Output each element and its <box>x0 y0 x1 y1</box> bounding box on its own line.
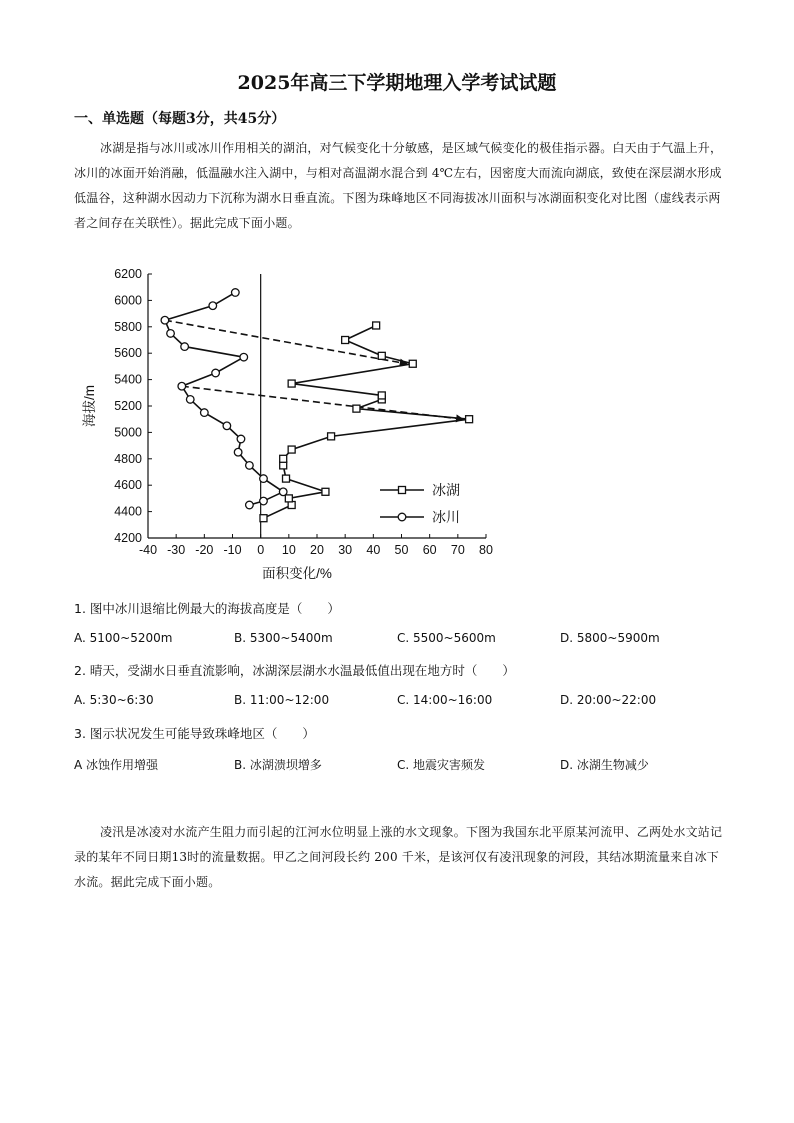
lake-point <box>342 337 349 344</box>
legend-circle-marker <box>398 513 406 521</box>
x-tick-label: 30 <box>338 543 353 557</box>
x-tick-label: -20 <box>195 543 214 557</box>
y-tick-label: 4400 <box>114 504 142 519</box>
x-tick-label: 50 <box>394 543 409 557</box>
glacier-point <box>178 382 186 390</box>
lake-point <box>378 352 385 359</box>
question-1: 1. 图中冰川退缩比例最大的海拔高度是（ ） <box>74 601 340 616</box>
q2-option-c[interactable]: C. 14:00~16:00 <box>397 693 493 707</box>
lake-point <box>466 416 473 423</box>
passage-ice-flood: 凌汛是冰凌对水流产生阻力而引起的江河水位明显上涨的水文现象。下图为我国东北平原某河流甲、乙两处水文站记录的某年不同日期13时的流量数据。甲乙之间河段长约 200 千米，是该河仅有凌汛现象的河段，其结冰期流量来自冰下水流。据此完成下面小题。 <box>74 825 723 889</box>
glacier-point <box>246 462 254 470</box>
q1-option-a[interactable]: A. 5100~5200m <box>74 631 173 645</box>
glacier-point <box>279 488 287 496</box>
y-tick-label: 4600 <box>114 478 142 493</box>
glacier-point <box>232 289 240 297</box>
y-tick-label: 5400 <box>114 372 142 387</box>
x-tick-label: 40 <box>366 543 381 557</box>
lake-point <box>283 475 290 482</box>
q1-option-c[interactable]: C. 5500~5600m <box>397 631 496 645</box>
lake-point <box>373 322 380 329</box>
y-tick-label: 6200 <box>114 267 142 281</box>
glacier-point <box>167 330 175 338</box>
section-heading: 一、单选题（每题3分，共45分） <box>74 111 286 127</box>
lake-point <box>260 515 267 522</box>
glacier-lake-chart <box>78 262 498 582</box>
x-tick-label: -10 <box>223 543 242 557</box>
q3-option-c[interactable]: C. 地震灾害频发 <box>397 758 486 772</box>
y-tick-label: 5600 <box>114 346 142 361</box>
x-axis-label: 面积变化/% <box>262 566 332 581</box>
glacier-point <box>181 343 189 351</box>
q2-option-a[interactable]: A. 5:30~6:30 <box>74 693 154 707</box>
glacier-point <box>186 396 194 404</box>
glacier-point <box>223 422 231 430</box>
q1-option-b[interactable]: B. 5300~5400m <box>234 631 333 645</box>
y-tick-label: 5800 <box>114 319 142 334</box>
q1-option-d[interactable]: D. 5800~5900m <box>560 631 660 645</box>
x-tick-label: 80 <box>479 543 493 557</box>
y-axis-label: 海拔/m <box>82 385 97 427</box>
y-tick-label: 5000 <box>114 425 142 440</box>
q2-option-d[interactable]: D. 20:00~22:00 <box>560 693 657 707</box>
x-tick-label: 20 <box>310 543 324 557</box>
lake-point <box>353 405 360 412</box>
glacier-point <box>234 448 242 456</box>
legend-square-marker <box>399 487 406 494</box>
lake-point <box>409 360 416 367</box>
link-arrow <box>165 320 407 364</box>
legend-label: 冰湖 <box>432 482 460 498</box>
lake-point <box>378 392 385 399</box>
glacier-point <box>237 435 245 443</box>
glacier-point <box>161 316 169 324</box>
y-tick-label: 4200 <box>114 531 142 545</box>
x-tick-label: 60 <box>422 543 437 557</box>
series-line-1 <box>165 292 283 505</box>
lake-point <box>280 455 287 462</box>
q3-option-a[interactable]: A 冰蚀作用增强 <box>74 758 159 772</box>
glacier-point <box>260 475 268 483</box>
chart-legend <box>380 482 460 525</box>
x-tick-label: -30 <box>167 543 186 557</box>
y-tick-label: 6000 <box>114 293 142 308</box>
x-tick-label: 10 <box>281 543 296 557</box>
x-tick-label: 70 <box>450 543 465 557</box>
passage-glacier-lake: 冰湖是指与冰川或冰川作用相关的湖泊，对气候变化十分敏感，是区域气候变化的极佳指示器。白天由于气温上升，冰川的冰面开始消融，低温融水注入湖中，与相对高温湖水混合到 4℃左右，因密度大而流向湖底，致使在深层湖水形成低温谷，这种湖水因动力下沉称为湖水日垂直流。下图为珠峰地区不同海拔冰川面积与冰湖面积变化对比图（虚线表示两者之间存在关联性）。据此完成下面小题。 <box>74 141 723 230</box>
lake-point <box>328 433 335 440</box>
lake-point <box>322 488 329 495</box>
lake-point <box>288 446 295 453</box>
q2-option-b[interactable]: B. 11:00~12:00 <box>234 693 330 707</box>
exam-title: 2025年高三下学期地理入学考试试题 <box>237 72 557 94</box>
x-tick-label: -40 <box>138 543 158 557</box>
x-tick-label: 0 <box>257 543 265 557</box>
glacier-point <box>209 302 217 310</box>
glacier-point <box>240 353 248 361</box>
lake-point <box>285 495 292 502</box>
question-3: 3. 图示状况发生可能导致珠峰地区（ ） <box>74 726 315 741</box>
glacier-point <box>260 497 268 505</box>
y-tick-label: 5200 <box>114 399 142 413</box>
glacier-point <box>212 369 220 377</box>
y-tick-label: 4800 <box>114 451 142 466</box>
q3-option-d[interactable]: D. 冰湖生物减少 <box>560 758 649 772</box>
question-2: 2. 晴天，受湖水日垂直流影响，冰湖深层湖水水温最低值出现在地方时（ ） <box>74 663 515 678</box>
q3-option-b[interactable]: B. 冰湖溃坝增多 <box>234 758 322 772</box>
chart-series <box>161 289 473 522</box>
lake-point <box>288 380 295 387</box>
glacier-point <box>246 501 254 509</box>
glacier-point <box>201 409 209 417</box>
legend-label: 冰川 <box>432 509 460 525</box>
